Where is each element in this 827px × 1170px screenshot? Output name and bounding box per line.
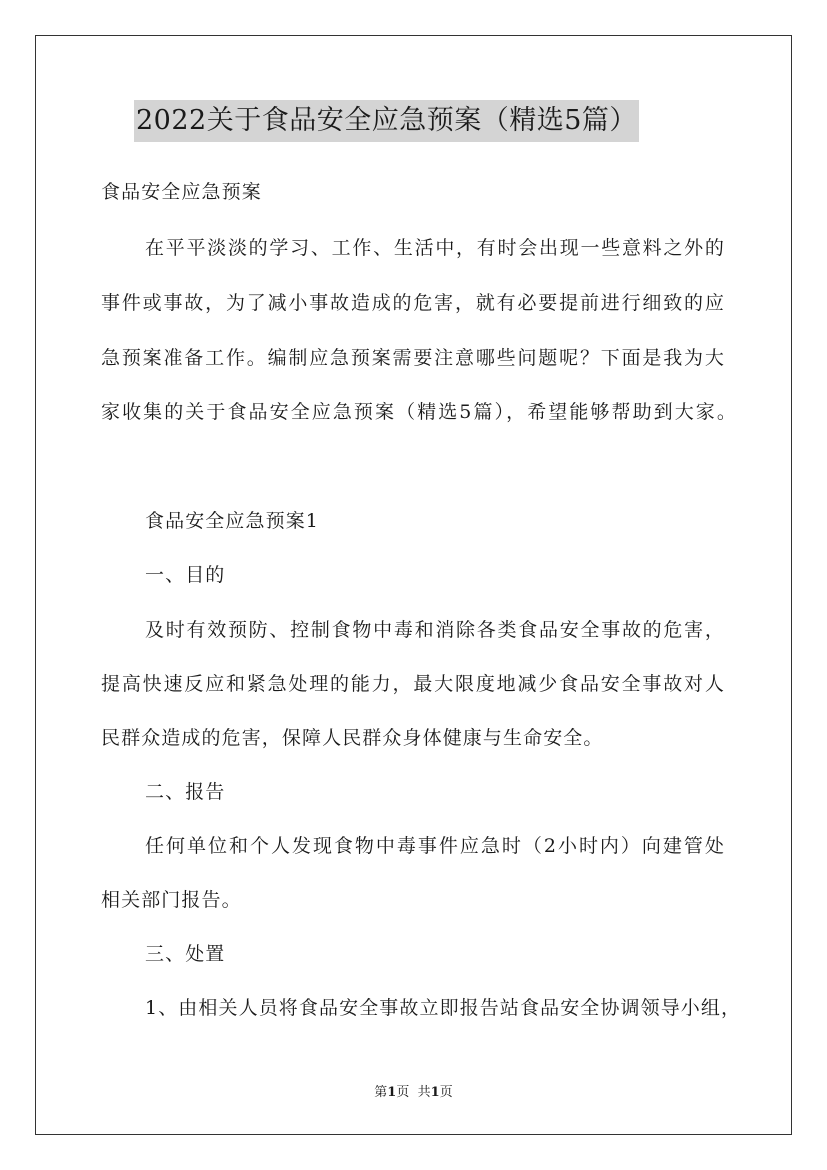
footer-total-number: 1	[430, 1085, 440, 1100]
footer-total-suffix: 页	[439, 1085, 453, 1100]
intro-line-3: 急预案准备工作。编制应急预案需要注意哪些问题呢？下面是我为大	[101, 347, 725, 369]
heading-report: 二、报告	[145, 781, 226, 803]
disposal-line-1: 1、由相关人员将食品安全事故立即报告站食品安全协调领导小组，	[145, 997, 742, 1019]
footer-page-prefix: 第	[374, 1085, 388, 1100]
report-line-1: 任何单位和个人发现食物中毒事件应急时（2小时内）向建管处	[145, 835, 725, 857]
purpose-line-1: 及时有效预防、控制食物中毒和消除各类食品安全事故的危害，	[145, 619, 725, 641]
report-line-2: 相关部门报告。	[101, 889, 242, 911]
footer-page-number: 1	[387, 1085, 397, 1100]
document-title: 2022关于食品安全应急预案（精选5篇）	[134, 100, 639, 142]
intro-line-2: 事件或事故，为了减小事故造成的危害，就有必要提前进行细致的应	[101, 292, 725, 314]
subtitle: 食品安全应急预案	[101, 181, 262, 203]
page-footer	[0, 1084, 827, 1102]
footer-total-prefix: 共	[417, 1085, 431, 1100]
heading-purpose: 一、目的	[145, 564, 226, 586]
heading-disposal: 三、处置	[145, 943, 226, 965]
intro-line-4: 家收集的关于食品安全应急预案（精选5篇），希望能够帮助到大家。	[101, 401, 737, 423]
intro-line-1: 在平平淡淡的学习、工作、生活中，有时会出现一些意料之外的	[145, 237, 725, 259]
purpose-line-2: 提高快速反应和紧急处理的能力，最大限度地减少食品安全事故对人	[101, 673, 725, 695]
section-title: 食品安全应急预案1	[145, 510, 319, 532]
purpose-line-3: 民群众造成的危害，保障人民群众身体健康与生命安全。	[101, 727, 604, 749]
footer-page-suffix: 页	[396, 1085, 410, 1100]
